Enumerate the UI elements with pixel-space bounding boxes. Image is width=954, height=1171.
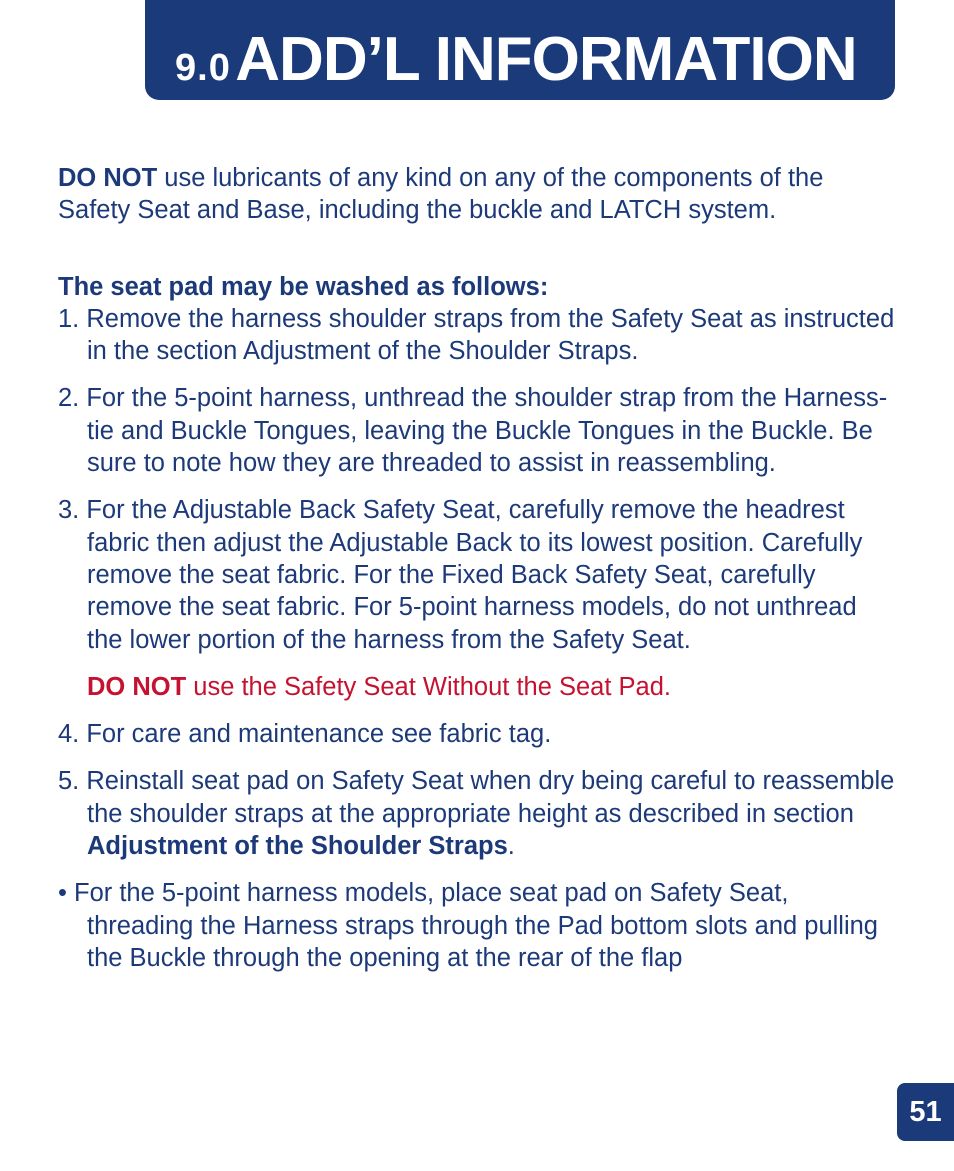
wash-step-2: 2. For the 5-point harness, unthread the shoulder strap from the Harness-tie and Buckle Tongues, leaving the Buckle Tongues in the Buckle. Be sure to note how they are threaded to assist in reassembling. <box>58 384 888 478</box>
lubricant-warning <box>58 162 898 227</box>
section-header <box>145 0 895 100</box>
page-number: 51 <box>897 1083 954 1141</box>
seat-pad-warning-text: use the Safety Seat Without the Seat Pad. <box>186 672 671 701</box>
warning-label: DO NOT <box>58 164 158 192</box>
step-5-end: . <box>507 832 515 861</box>
page-content <box>58 162 898 974</box>
wash-step-1: 1. Remove the harness shoulder straps from the Safety Seat as instructed in the section Adjustment of the Shoulder Straps. <box>58 304 895 366</box>
harness-bullet: • For the 5-point harness models, place seat pad on Safety Seat, threading the Harness straps through the Pad bottom slots and pulling the Buckle through the opening at the rear of the flap <box>58 879 878 972</box>
wash-step-4: 4. For care and maintenance see fabric tag. <box>58 720 552 749</box>
section-title-text: ADD’L INFORMATION <box>235 25 857 94</box>
wash-step-5 <box>58 765 898 862</box>
wash-heading: The seat pad may be washed as follows: <box>58 272 549 301</box>
wash-step-3: 3. For the Adjustable Back Safety Seat, carefully remove the headrest fabric then adjust the Adjustable Back to its lowest position. Carefully remove the seat fabric. For the Fixed Back Safety Seat, carefully remove the seat fabric. For 5-point harness models, do not unthread the lower portion of the harness from the Safety Seat. <box>58 496 863 654</box>
warning-text: use lubricants of any kind on any of the components of the Safety Seat and Base, including the buckle and LATCH system. <box>58 164 824 225</box>
section-title <box>175 24 857 95</box>
section-number: 9.0 <box>175 47 231 89</box>
step-5-text: 5. Reinstall seat pad on Safety Seat when dry being careful to reassemble the shoulder straps at the appropriate height as described in section <box>58 767 895 828</box>
seat-pad-warning-label: DO NOT <box>87 672 187 701</box>
seat-pad-warning <box>58 671 898 703</box>
step-5-section-ref: Adjustment of the Shoulder Straps <box>87 832 508 861</box>
